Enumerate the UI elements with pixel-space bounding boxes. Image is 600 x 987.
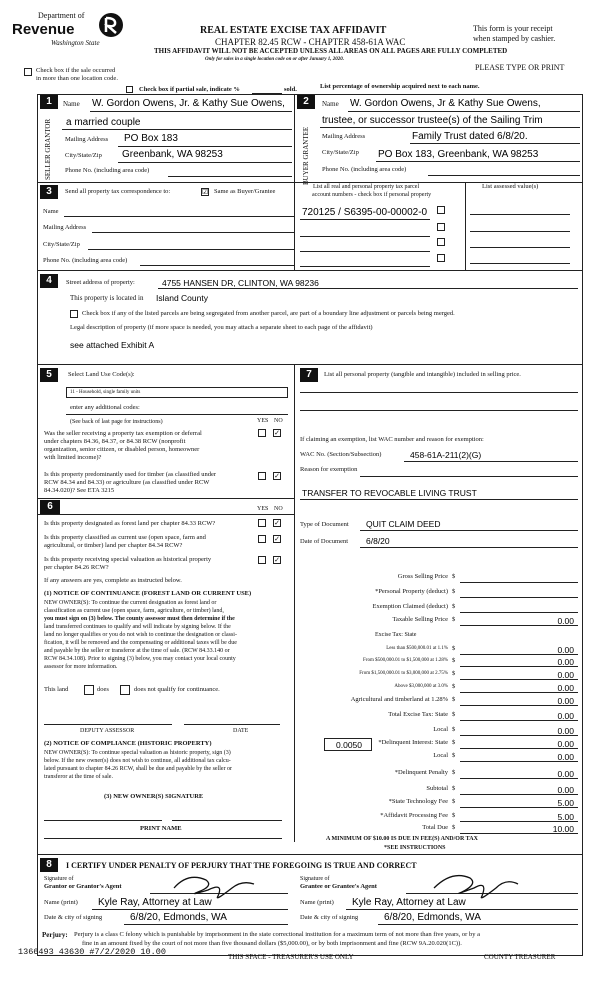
s5-no-header: NO <box>274 418 283 424</box>
excise-state-header: Excise Tax: State <box>375 632 417 638</box>
see-instructions: *SEE INSTRUCTIONS <box>384 845 446 851</box>
additional-codes-field[interactable] <box>66 414 288 415</box>
grantee-name-label: Name (print) <box>300 899 334 906</box>
parcel-number-1[interactable]: 720125 / S6395-00-00002-0 <box>302 207 428 218</box>
rule <box>404 461 578 462</box>
rule <box>158 288 578 289</box>
tax-line-label: Above $3,000,000 at 3.0% <box>394 684 448 689</box>
s6-q1-yes-checkbox[interactable] <box>258 519 266 527</box>
sales-note: Only for sales in a single location code on or after January 1, 2020. <box>205 57 345 62</box>
s1-line <box>90 111 292 112</box>
receipt-line-1: This form is your receipt <box>473 24 553 33</box>
s5-q1-no-checkbox[interactable]: ✓ <box>274 429 280 437</box>
personal-property-field[interactable] <box>300 392 578 393</box>
multi-location-label-1: Check box if the sale occurred <box>36 67 116 74</box>
s3-name-label: Name <box>43 208 59 215</box>
tax-line-label: *State Technology Fee <box>388 798 448 805</box>
partial-sale-checkbox[interactable] <box>126 86 133 93</box>
doc-date-label: Date of Document <box>300 538 349 545</box>
dollar-sign: $ <box>452 657 456 664</box>
s1-phone-label: Phone No. (including area code) <box>65 167 150 174</box>
s2-phone-label: Phone No. (including area code) <box>322 166 407 173</box>
parcel-1-personal-checkbox[interactable] <box>437 206 445 214</box>
parcel-number-2[interactable] <box>300 236 430 237</box>
multi-location-label-2: in more than one location code. <box>36 75 118 82</box>
tax-line-label: From $1,500,000.01 to $3,000,000 at 2.75% <box>359 671 448 676</box>
rule <box>37 364 583 365</box>
property-street[interactable]: 4755 HANSEN DR, CLINTON, WA 98236 <box>162 278 319 288</box>
rule <box>360 530 578 531</box>
section-2-number: 2 <box>297 95 315 109</box>
tax-line-label: Exemption Claimed (deduct) <box>372 603 448 610</box>
grantee-date-label: Date & city of signing <box>300 914 359 921</box>
cashier-stamp: 1366493 43630 #7/2/2020 10.00 <box>18 947 166 957</box>
county-treasurer: COUNTY TREASURER <box>484 953 556 961</box>
print-name-field[interactable] <box>44 838 282 839</box>
segregated-label: Check box if any of the listed parcels are being segregated from another parcel, are part of a boundary line adjustment or parcels being merged. <box>82 310 455 317</box>
personal-property-label: List all personal property (tangible and intangible) included in selling price. <box>324 371 521 378</box>
perjury-label: Perjury: <box>42 931 68 939</box>
sig-grantor-label-1: Signature of <box>44 876 74 882</box>
does-qualify-checkbox[interactable] <box>84 685 94 695</box>
s5-yes-header: YES <box>257 418 269 424</box>
assessed-value-4[interactable] <box>470 263 570 264</box>
s2-mail-label: Mailing Address <box>322 133 366 140</box>
perjury-line-1: Perjury is a class C felony which is punishable by imprisonment in the state correctional institution for a maximum term of not more than five years, or by a <box>74 931 480 938</box>
tax-line-value: 0.00 <box>557 645 574 655</box>
section-1-number: 1 <box>40 95 58 109</box>
receipt-line-2: when stamped by cashier. <box>473 34 556 43</box>
deputy-assessor-field[interactable] <box>44 724 172 725</box>
grantor-name-label: Name (print) <box>44 899 78 906</box>
s5-q1-line-1: Was the seller receiving a property tax exemption or deferral <box>44 430 202 437</box>
perjury-line-2: fine in an amount fixed by the court of not more than five thousand dollars ($5,000.00), or by both imprisonment and fine (RCW 9A.20.020(1C)). <box>82 940 462 947</box>
rule <box>92 909 288 910</box>
dollar-sign: $ <box>452 683 456 690</box>
grantor-date-city[interactable]: 6/8/20, Edmonds, WA <box>130 912 227 923</box>
section-5-number: 5 <box>40 368 58 382</box>
parcel-3-personal-checkbox[interactable] <box>437 238 445 246</box>
grantee-date-city[interactable]: 6/8/20, Edmonds, WA <box>384 912 481 923</box>
tax-line-value: 0.00 <box>557 726 574 736</box>
tax-line-field[interactable] <box>460 597 578 598</box>
sig-grantee-label-1: Signature of <box>300 876 330 882</box>
s2-line <box>410 143 580 144</box>
if-yes-note: If any answers are yes, complete as instructed below. <box>44 577 182 584</box>
tax-line-label: Agricultural and timberland at 1.28% <box>350 696 448 703</box>
seller-mail[interactable]: PO Box 183 <box>124 133 178 144</box>
tax-line-label: Local <box>433 726 448 733</box>
n2-line-2: below. If the new owner(s) does not wish to continue, all additional tax calcu- <box>44 758 231 764</box>
tax-line-label: Subtotal <box>426 785 448 792</box>
certify-statement: I CERTIFY UNDER PENALTY OF PERJURY THAT THE FOREGOING IS TRUE AND CORRECT <box>66 861 417 870</box>
seller-side-label: SELLER GRANTOR <box>44 118 52 180</box>
rule <box>360 476 578 477</box>
s3-city-label: City/State/Zip <box>43 241 80 248</box>
form-chapter: CHAPTER 82.45 RCW - CHAPTER 458-61A WAC <box>215 37 406 47</box>
dollar-sign: $ <box>452 769 456 776</box>
minimum-note: A MINIMUM OF $10.00 IS DUE IN FEE(S) AND/OR TAX <box>326 836 478 842</box>
s6-q3-no-checkbox[interactable]: ✓ <box>274 556 280 564</box>
does-label: does <box>97 686 109 693</box>
n1-line-3: you must sign on (3) below. The county assessor must then determine if the <box>44 616 235 622</box>
document-date[interactable]: 6/8/20 <box>366 536 390 546</box>
s2-name-label: Name <box>322 100 339 108</box>
parcel-number-3[interactable] <box>300 251 430 252</box>
s6-q2-line-1: Is this property classified as current use (open space, farm and <box>44 534 206 541</box>
seller-name-2[interactable]: a married couple <box>66 117 141 128</box>
section-8-number: 8 <box>40 858 58 872</box>
tax-line-value: 0.00 <box>557 670 574 680</box>
n1-line-9: assessor for more information. <box>44 664 118 670</box>
dept-line: Department of <box>38 11 85 20</box>
tax-line-value: 0.00 <box>557 616 574 626</box>
parcel-4-personal-checkbox[interactable] <box>437 254 445 262</box>
s1-line <box>62 129 292 130</box>
n1-line-5: land no longer qualifies or you do not wish to continue the designation or classi- <box>44 632 237 638</box>
grantor-date-label: Date & city of signing <box>44 914 103 921</box>
exemption-reason[interactable]: TRANSFER TO REVOCABLE LIVING TRUST <box>302 488 477 498</box>
dollar-sign: $ <box>452 588 456 595</box>
assessor-date-field[interactable] <box>184 724 280 725</box>
located-label: This property is located in <box>70 294 144 302</box>
s6-q1-no-checkbox[interactable]: ✓ <box>274 519 280 527</box>
tax-line-label: *Delinquent Interest: State <box>378 739 448 746</box>
segregated-checkbox[interactable] <box>70 310 78 318</box>
sold-label: sold. <box>284 86 297 93</box>
n1-line-2: classification as current use (open space, farm, agriculture, or timber) land, <box>44 608 224 614</box>
n1-line-8: RCW 84.34.108). Prior to signing (3) below, you may contact your local county <box>44 656 236 662</box>
see-back-note: (See back of last page for instructions) <box>70 419 163 425</box>
n2-line-3: lated pursuant to chapter 84.26 RCW, shall be due and payable by the seller or <box>44 766 233 772</box>
dollar-sign: $ <box>452 785 456 792</box>
n1-line-6: fication, it will be removed and the compensating or additional taxes will be due <box>44 640 237 646</box>
parcel-header-2: account numbers - check box if personal property <box>312 192 432 198</box>
land-use-label: Select Land Use Code(s): <box>68 371 135 378</box>
wac-number[interactable]: 458-61A-211(2)(G) <box>410 450 482 460</box>
deputy-assessor-label: DEPUTY ASSESSOR <box>80 728 135 734</box>
s1-line <box>118 146 292 147</box>
section-4-number: 4 <box>40 274 58 288</box>
tax-line-value: 0.00 <box>557 769 574 779</box>
tax-line-label: *Personal Property (deduct) <box>375 588 448 595</box>
personal-property-field-2[interactable] <box>300 410 578 411</box>
dollar-sign: $ <box>452 739 456 746</box>
s3-mail-label: Mailing Address <box>43 224 87 231</box>
n2-line-4: transferor at the time of sale. <box>44 774 113 780</box>
s1-line <box>118 162 292 163</box>
parcel-header-1: List all real and personal property tax parcel <box>313 184 420 190</box>
rule <box>294 364 295 842</box>
rule <box>300 499 578 500</box>
seller-phone-field[interactable] <box>168 176 292 177</box>
dollar-sign: $ <box>452 824 456 831</box>
s2-line <box>320 127 580 128</box>
document-type[interactable]: QUIT CLAIM DEED <box>366 519 441 529</box>
buyer-name-1[interactable]: W. Gordon Owens, Jr & Kathy Sue Owens, <box>350 98 541 109</box>
s3-phone-label: Phone No. (including area code) <box>43 257 128 264</box>
legal-description-label: Legal description of property (if more space is needed, you may attach a separate sheet to each page of the affidavit) <box>70 324 373 331</box>
sig-grantor-label-2: Grantor or Grantor's Agent <box>44 883 122 890</box>
s2-city-label: City/State/Zip <box>322 149 359 156</box>
dollar-sign: $ <box>452 798 456 805</box>
correspondence-name-field[interactable] <box>64 216 294 217</box>
notice-compliance-title: (2) NOTICE OF COMPLIANCE (HISTORIC PROPERTY) <box>44 740 212 747</box>
rule <box>37 498 294 499</box>
tax-line-value: 5.00 <box>557 812 574 822</box>
tax-line-label: Gross Selling Price <box>397 573 448 580</box>
same-as-buyer-label: Same as Buyer/Grantee <box>214 188 276 195</box>
rule <box>465 182 466 270</box>
assessor-date-label: DATE <box>233 728 249 734</box>
s5-q1-line-3: organization, senior citizen, or disabled person, homeowner <box>44 446 200 453</box>
revenue-logo-icon <box>98 12 124 38</box>
dollar-sign: $ <box>452 726 456 733</box>
does-not-qualify-checkbox[interactable] <box>120 685 130 695</box>
tax-line-value: 5.00 <box>557 798 574 808</box>
s5-q2-line-2: RCW 84.34 and 84.33) or agriculture (as classified under RCW <box>44 479 210 486</box>
rule <box>346 909 578 910</box>
notice-continuance-title: (1) NOTICE OF CONTINUANCE (FOREST LAND OR CURRENT USE) <box>44 590 252 597</box>
s1-city-label: City/State/Zip <box>65 152 102 159</box>
tax-line-value: 0.00 <box>557 711 574 721</box>
tax-line-label: Local <box>433 752 448 759</box>
s6-q2-yes-checkbox[interactable] <box>258 535 266 543</box>
tax-line-label: From $500,000.01 to $1,500,000 at 1.28% <box>363 658 448 663</box>
land-use-value: 11 - Household, single family units <box>70 390 141 395</box>
dollar-sign: $ <box>452 645 456 652</box>
parcel-number-4[interactable] <box>300 266 430 267</box>
exemption-claim-label: If claiming an exemption, list WAC number and reason for exemption: <box>300 436 484 443</box>
treasurer-space: THIS SPACE - TREASURER'S USE ONLY <box>228 953 354 961</box>
seller-city[interactable]: Greenbank, WA 98253 <box>122 149 223 160</box>
tax-line-value: 0.00 <box>557 785 574 795</box>
buyer-mail[interactable]: Family Trust dated 6/8/20. <box>412 131 528 142</box>
rule <box>300 219 430 220</box>
dollar-sign: $ <box>452 670 456 677</box>
dollar-sign: $ <box>452 812 456 819</box>
n1-line-7: and payable by the seller or transferor at the time of sale. (RCW 84.33.140 or <box>44 648 230 654</box>
owner-signature-field-1[interactable] <box>44 820 162 821</box>
correspondence-mail-field[interactable] <box>92 232 294 233</box>
s2-line <box>376 161 580 162</box>
rule <box>37 854 583 855</box>
tax-line-field[interactable] <box>460 612 578 613</box>
multi-location-checkbox[interactable] <box>24 68 32 76</box>
street-label: Street address of property: <box>66 279 135 286</box>
send-correspondence-label: Send all property tax correspondence to: <box>65 188 171 195</box>
form-title: REAL ESTATE EXCISE TAX AFFIDAVIT <box>200 25 387 36</box>
s6-q3-yes-checkbox[interactable] <box>258 556 266 564</box>
this-land-label: This land <box>44 686 69 693</box>
s6-q3-line-2: per chapter 84.26 RCW? <box>44 564 109 571</box>
form-warning: THIS AFFIDAVIT WILL NOT BE ACCEPTED UNLESS ALL AREAS ON ALL PAGES ARE FULLY COMPLETED <box>154 47 508 55</box>
s5-q2-yes-checkbox[interactable] <box>258 472 266 480</box>
revenue-logo-text: Revenue <box>12 21 75 38</box>
seller-name-1[interactable]: W. Gordon Owens, Jr. & Kathy Sue Owens, <box>92 98 285 109</box>
tax-line-field[interactable] <box>460 582 578 583</box>
s6-yes-header: YES <box>257 506 269 512</box>
s5-q1-line-4: with limited income)? <box>44 454 102 461</box>
tax-line-label: Total Due <box>422 824 448 831</box>
n2-line-1: NEW OWNER(S): To continue special valuation as historic property, sign (3) <box>44 750 231 756</box>
section-6-number: 6 <box>40 500 60 514</box>
s5-q2-line-1: Is this property predominantly used for timber (as classified under <box>44 471 217 478</box>
s5-q1-line-2: under chapters 84.36, 84.37, or 84.38 RCW (nonprofit <box>44 438 186 445</box>
tax-line-label: Total Excise Tax: State <box>388 711 448 718</box>
assessed-header: List assessed value(s) <box>482 183 539 190</box>
parcel-2-personal-checkbox[interactable] <box>437 223 445 231</box>
legal-description[interactable]: see attached Exhibit A <box>70 340 155 350</box>
tax-line-label: *Delinquent Penalty <box>394 769 448 776</box>
additional-codes-label: enter any additional codes: <box>70 404 140 411</box>
tax-line-value: 10.00 <box>552 824 574 834</box>
does-not-label: does not qualify for continuance. <box>134 686 220 693</box>
rule <box>378 924 578 925</box>
partial-sale-label: Check box if partial sale, indicate % <box>139 86 240 93</box>
dollar-sign: $ <box>452 603 456 610</box>
sig-grantee-label-2: Grantee or Grantee's Agent <box>300 883 377 890</box>
rule <box>37 514 294 515</box>
n1-line-4: land transferred continues to qualify and will indicate by signing below. If the <box>44 624 231 630</box>
reason-label: Reason for exemption <box>300 466 358 473</box>
tax-line-value: 0.00 <box>557 657 574 667</box>
dollar-sign: $ <box>452 711 456 718</box>
tax-line-value: 0.00 <box>557 739 574 749</box>
n1-line-1: NEW OWNER(S): To continue the current designation as forest land or <box>44 600 217 606</box>
buyer-name-2[interactable]: trustee, or successor trustee(s) of the Sailing Trim <box>322 115 543 126</box>
s6-q3-line-1: Is this property receiving special valuation as historical property <box>44 556 212 563</box>
new-owner-signature-title: (3) NEW OWNER(S) SIGNATURE <box>104 793 204 800</box>
state-name: Washington State <box>51 39 100 47</box>
tax-line-value: 0.00 <box>557 683 574 693</box>
s1-mail-label: Mailing Address <box>65 136 109 143</box>
s5-q1-yes-checkbox[interactable] <box>258 429 266 437</box>
rule <box>124 924 288 925</box>
buyer-side-label: BUYER GRANTEE <box>302 126 310 185</box>
grantee-print-name[interactable]: Kyle Ray, Attorney at Law <box>352 897 466 908</box>
s6-q2-no-checkbox[interactable]: ✓ <box>274 535 280 543</box>
rule <box>360 547 578 548</box>
s2-line <box>348 111 580 112</box>
buyer-city[interactable]: PO Box 183, Greenbank, WA 98253 <box>378 149 539 160</box>
dollar-sign: $ <box>452 696 456 703</box>
tax-line-label: Less than $500,000.01 at 1.1% <box>386 646 448 651</box>
owner-signature-field-2[interactable] <box>172 820 282 821</box>
section-7-number: 7 <box>300 368 318 382</box>
tax-line-label: *Affidavit Processing Fee <box>380 812 448 819</box>
s1-name-label: Name <box>63 100 80 108</box>
same-as-buyer-checkbox[interactable]: ☑ <box>202 188 209 196</box>
buyer-phone-field[interactable] <box>428 175 580 176</box>
s6-q2-line-2: agricultural, or timber) land per chapter 84.34 RCW? <box>44 542 183 549</box>
rule <box>37 270 583 271</box>
dollar-sign: $ <box>452 616 456 623</box>
section-3-number: 3 <box>40 185 58 199</box>
wac-label: WAC No. (Section/Subsection) <box>300 451 382 458</box>
assessed-value-1[interactable] <box>470 214 570 215</box>
grantor-print-name[interactable]: Kyle Ray, Attorney at Law <box>98 897 212 908</box>
tax-line-value: 0.00 <box>557 696 574 706</box>
tax-line-label: Taxable Selling Price <box>392 616 448 623</box>
s5-q2-line-3: 84.34.020)? See ETA 3215 <box>44 487 115 494</box>
correspondence-city-field[interactable] <box>88 249 294 250</box>
doc-type-label: Type of Document <box>300 521 349 528</box>
type-or-print: PLEASE TYPE OR PRINT <box>475 63 565 72</box>
tax-line-value: 0.00 <box>557 752 574 762</box>
correspondence-phone-field[interactable] <box>140 265 294 266</box>
assessed-value-2[interactable] <box>470 231 570 232</box>
s6-q1: Is this property designated as forest land per chapter 84.33 RCW? <box>44 520 216 527</box>
dollar-sign: $ <box>452 573 456 580</box>
assessed-value-3[interactable] <box>470 247 570 248</box>
property-county[interactable]: Island County <box>156 293 208 303</box>
print-name-label: PRINT NAME <box>140 825 182 832</box>
local-rate: 0.0050 <box>336 740 362 750</box>
s5-q2-no-checkbox[interactable]: ✓ <box>274 472 280 480</box>
dollar-sign: $ <box>452 752 456 759</box>
ownership-note: List percentage of ownership acquired next to each name. <box>320 83 480 90</box>
s6-no-header: NO <box>274 506 283 512</box>
